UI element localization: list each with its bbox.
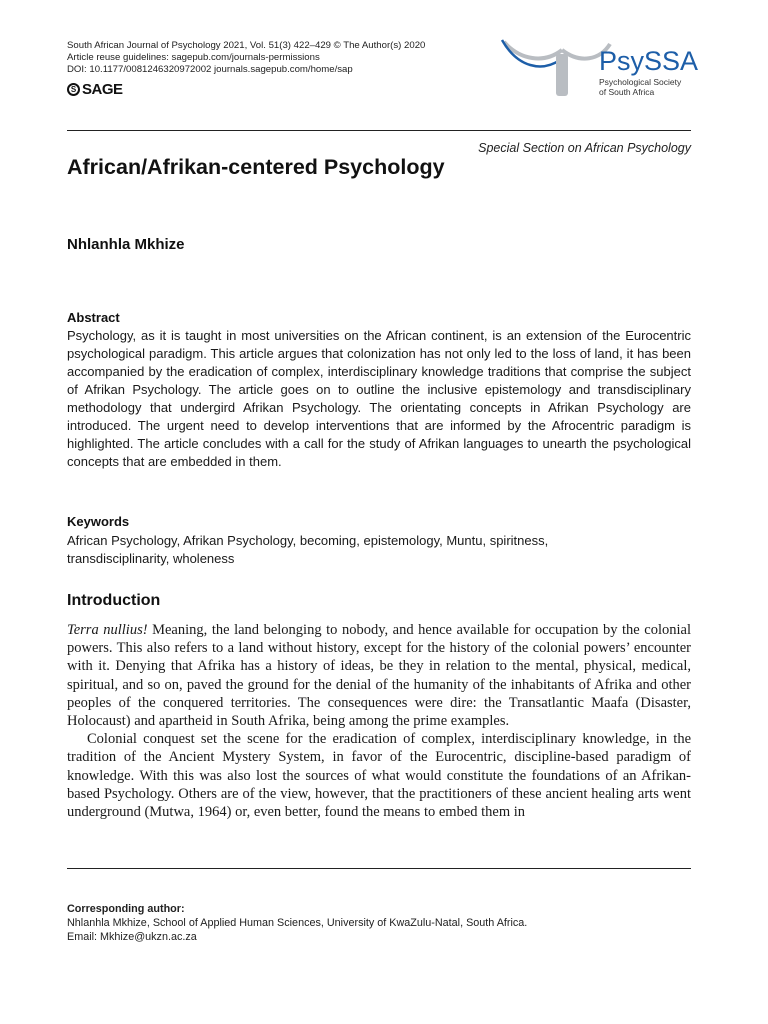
sage-logo-text: SAGE xyxy=(82,80,123,98)
header-divider xyxy=(67,130,691,131)
corresponding-author-heading: Corresponding author: xyxy=(67,903,185,915)
journal-header xyxy=(67,40,487,76)
intro-paragraph-2: Colonial conquest set the scene for the eradication of complex, interdisciplinary knowledge, in the tradition of the Ancient Mystery System, in favor of the Eurocentric, discipline-based paradigm of knowledge. With this was also lost the sources of what would constitute the foundations of an Afrikan-based Psychology. Others are of the view, however, that the practitioners of these ancient healing arts went underground (Mutwa, 1964) or, even better, found the means to embed them in xyxy=(67,731,691,821)
psyssa-wordmark: PsySSA xyxy=(599,46,699,76)
psyssa-emblem-swoosh xyxy=(502,40,560,66)
abstract-text: Psychology, as it is taught in most universities on the African continent, is an extension of the Eurocentric psychological paradigm. This article argues that colonization has not only led to the loss of land, it has been accompanied by the eradication of complex, interdisciplinary knowledge traditions that comprise the subject of Afrikan Psychology. The article goes on to outline the inclusive epistemology and transdisciplinary methodology that undergird Afrikan Psychology. The orientating concepts in Afrikan Psychology are introduced. The urgent need to develop interventions that are informed by the Afrocentric paradigm is highlighted. The article concludes with a call for the study of Afrikan languages to unearth the psychological concepts that are embedded in them. xyxy=(67,328,691,469)
article-author: Nhlanhla Mkhize xyxy=(67,236,185,253)
corresponding-author-email[interactable]: Email: Mkhize@ukzn.ac.za xyxy=(67,931,197,943)
reuse-guidelines[interactable]: Article reuse guidelines: sagepub.com/journals-permissions xyxy=(67,52,320,63)
intro-paragraph-1: Terra nullius! Meaning, the land belonging to nobody, and hence available for occupation by the colonial powers. This also refers to a land without history, except for the history of the colonial powers’ encounter with it. Denying that Afrika has a history of ideas, be they in relation to the mental, physical, medical, spiritual, and so on, paved the ground for the denial of the humanity of the inhabitants of Afrika and other peoples of the conquered territories. The consequences were dire: the Transatlantic Maafa (Disaster, Holocaust) and apartheid in South Afrika, being among the prime examples. xyxy=(67,622,691,730)
psyssa-emblem-stem xyxy=(556,54,568,96)
psyssa-subtitle: Psychological Society of South Africa xyxy=(599,77,682,97)
article-title: African/Afrikan-centered Psychology xyxy=(67,155,445,179)
corresponding-author-affiliation: Nhlanhla Mkhize, School of Applied Human Sciences, University of KwaZulu-Natal, South Africa. xyxy=(67,917,528,929)
terra-nullius-phrase: Terra nullius! xyxy=(67,622,148,638)
sage-ring-icon: S xyxy=(67,83,80,96)
introduction-heading: Introduction xyxy=(67,592,161,609)
introduction-body xyxy=(67,621,691,821)
sage-logo xyxy=(67,80,123,98)
footnote-divider xyxy=(67,868,691,869)
keywords-text: African Psychology, Afrikan Psychology, becoming, epistemology, Muntu, spiritness, transdisciplinarity, wholeness xyxy=(67,533,549,566)
special-section-label: Special Section on African Psychology xyxy=(478,141,691,155)
keywords-heading: Keywords xyxy=(67,514,130,529)
abstract-heading: Abstract xyxy=(67,310,120,325)
corresponding-author xyxy=(67,902,691,944)
journal-citation: South African Journal of Psychology 2021, Vol. 51(3) 422–429 © The Author(s) 2020 xyxy=(67,40,426,51)
doi-line[interactable]: DOI: 10.1177/0081246320972002 journals.sagepub.com/home/sap xyxy=(67,64,353,75)
